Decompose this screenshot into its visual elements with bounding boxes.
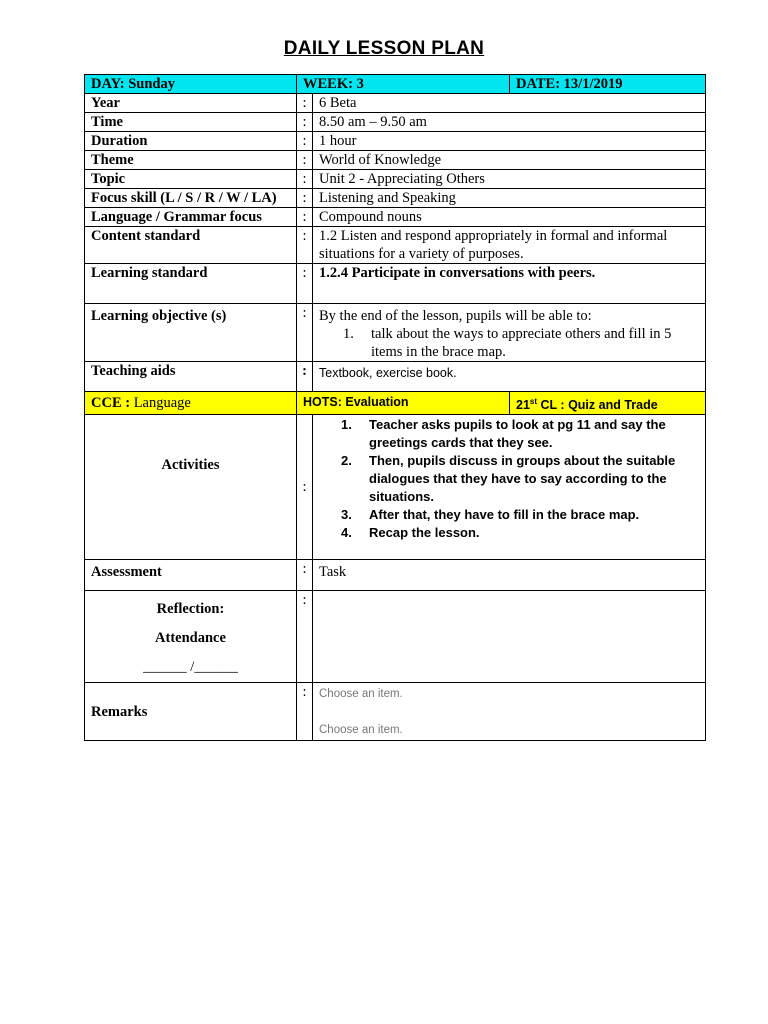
focus-skill-row bbox=[85, 189, 706, 208]
activities-list bbox=[319, 416, 699, 542]
colon: : bbox=[297, 264, 313, 304]
list-number: 2. bbox=[341, 453, 352, 469]
year-label: Year bbox=[85, 94, 297, 113]
objective-text: talk about the ways to appreciate others and fill in 5 items in the brace map. bbox=[371, 326, 672, 360]
activities-label: Activities bbox=[85, 415, 297, 560]
list-item bbox=[319, 506, 699, 524]
remarks-row bbox=[85, 683, 706, 741]
cl-cell bbox=[510, 392, 706, 415]
time-value: 8.50 am – 9.50 am bbox=[313, 113, 706, 132]
header-row bbox=[85, 75, 706, 94]
hots-cell: HOTS: Evaluation bbox=[297, 392, 510, 415]
grammar-value: Compound nouns bbox=[313, 208, 706, 227]
teaching-aids-value: Textbook, exercise book. bbox=[313, 362, 706, 392]
assessment-row bbox=[85, 560, 706, 591]
cce-label: CCE : bbox=[91, 395, 134, 411]
colon: : bbox=[297, 151, 313, 170]
objective-intro: By the end of the lesson, pupils will be able to: bbox=[319, 308, 592, 324]
cce-value: Language bbox=[133, 395, 191, 411]
attendance-line: ______ /______ bbox=[143, 659, 238, 676]
teaching-aids-row bbox=[85, 362, 706, 392]
duration-label: Duration bbox=[85, 132, 297, 151]
colon: : bbox=[297, 304, 313, 362]
time-label: Time bbox=[85, 113, 297, 132]
cl-sup: st bbox=[529, 397, 538, 406]
colon: : bbox=[297, 362, 313, 392]
colon: : bbox=[297, 113, 313, 132]
colon: : bbox=[297, 683, 313, 741]
grammar-label: Language / Grammar focus bbox=[85, 208, 297, 227]
list-item bbox=[319, 524, 699, 542]
colon: : bbox=[297, 560, 313, 591]
remarks-value bbox=[313, 683, 706, 741]
list-number: 3. bbox=[341, 507, 352, 523]
reflection-value bbox=[313, 591, 706, 683]
remarks-dropdown-1[interactable]: Choose an item. bbox=[319, 688, 403, 701]
learning-objective-label: Learning objective (s) bbox=[85, 304, 297, 362]
colon: : bbox=[297, 208, 313, 227]
teaching-aids-label: Teaching aids bbox=[85, 362, 297, 392]
list-item bbox=[319, 452, 699, 506]
learning-standard-label: Learning standard bbox=[85, 264, 297, 304]
date-cell: DATE: 13/1/2019 bbox=[510, 75, 706, 94]
theme-label: Theme bbox=[85, 151, 297, 170]
activity-text: Then, pupils discuss in groups about the suitable dialogues that they have to say according to the situations. bbox=[369, 453, 676, 505]
remarks-label: Remarks bbox=[85, 683, 297, 741]
time-row bbox=[85, 113, 706, 132]
list-item bbox=[319, 416, 699, 452]
colon: : bbox=[297, 170, 313, 189]
learning-standard-row bbox=[85, 264, 706, 304]
list-number: 1. bbox=[341, 417, 352, 433]
cl-rest: CL : Quiz and Trade bbox=[537, 398, 658, 413]
objective-list bbox=[319, 325, 699, 361]
cce-row bbox=[85, 392, 706, 415]
learning-standard-value: 1.2.4 Participate in conversations with peers. bbox=[313, 264, 706, 304]
list-number: 4. bbox=[341, 525, 352, 541]
year-value: 6 Beta bbox=[313, 94, 706, 113]
grammar-row bbox=[85, 208, 706, 227]
duration-value: 1 hour bbox=[313, 132, 706, 151]
topic-value: Unit 2 - Appreciating Others bbox=[313, 170, 706, 189]
activity-text: Recap the lesson. bbox=[369, 525, 480, 541]
assessment-value: Task bbox=[313, 560, 706, 591]
learning-objective-value bbox=[313, 304, 706, 362]
week-cell: WEEK: 3 bbox=[297, 75, 510, 94]
colon: : bbox=[297, 591, 313, 683]
cce-cell bbox=[85, 392, 297, 415]
topic-row bbox=[85, 170, 706, 189]
assessment-label: Assessment bbox=[85, 560, 297, 591]
activity-text: After that, they have to fill in the brace map. bbox=[369, 507, 640, 523]
topic-label: Topic bbox=[85, 170, 297, 189]
colon: : bbox=[297, 189, 313, 208]
content-standard-label: Content standard bbox=[85, 227, 297, 264]
theme-value: World of Knowledge bbox=[313, 151, 706, 170]
lesson-plan-table bbox=[84, 74, 706, 741]
reflection-row bbox=[85, 591, 706, 683]
colon: : bbox=[297, 132, 313, 151]
theme-row bbox=[85, 151, 706, 170]
focus-skill-value: Listening and Speaking bbox=[313, 189, 706, 208]
page-title: DAILY LESSON PLAN bbox=[283, 38, 485, 59]
learning-objective-row bbox=[85, 304, 706, 362]
activities-value bbox=[313, 415, 706, 560]
activity-text: Teacher asks pupils to look at pg 11 and say the greetings cards that they see. bbox=[369, 417, 666, 451]
reflection-label: Reflection: bbox=[156, 601, 225, 618]
remarks-dropdown-2[interactable]: Choose an item. bbox=[319, 724, 403, 737]
colon: : bbox=[297, 94, 313, 113]
content-standard-row bbox=[85, 227, 706, 264]
colon: : bbox=[297, 227, 313, 264]
day-cell: DAY: Sunday bbox=[85, 75, 297, 94]
focus-skill-label: Focus skill (L / S / R / W / LA) bbox=[85, 189, 297, 208]
list-number: 1. bbox=[343, 326, 354, 342]
duration-row bbox=[85, 132, 706, 151]
list-item bbox=[319, 325, 699, 361]
year-row bbox=[85, 94, 706, 113]
cl-prefix: 21 bbox=[516, 398, 530, 413]
attendance-label: Attendance bbox=[155, 630, 226, 647]
colon: : bbox=[297, 415, 313, 560]
activities-row bbox=[85, 415, 706, 560]
reflection-cell bbox=[85, 591, 297, 683]
content-standard-value: 1.2 Listen and respond appropriately in formal and informal situations for a variety of purposes. bbox=[313, 227, 706, 264]
